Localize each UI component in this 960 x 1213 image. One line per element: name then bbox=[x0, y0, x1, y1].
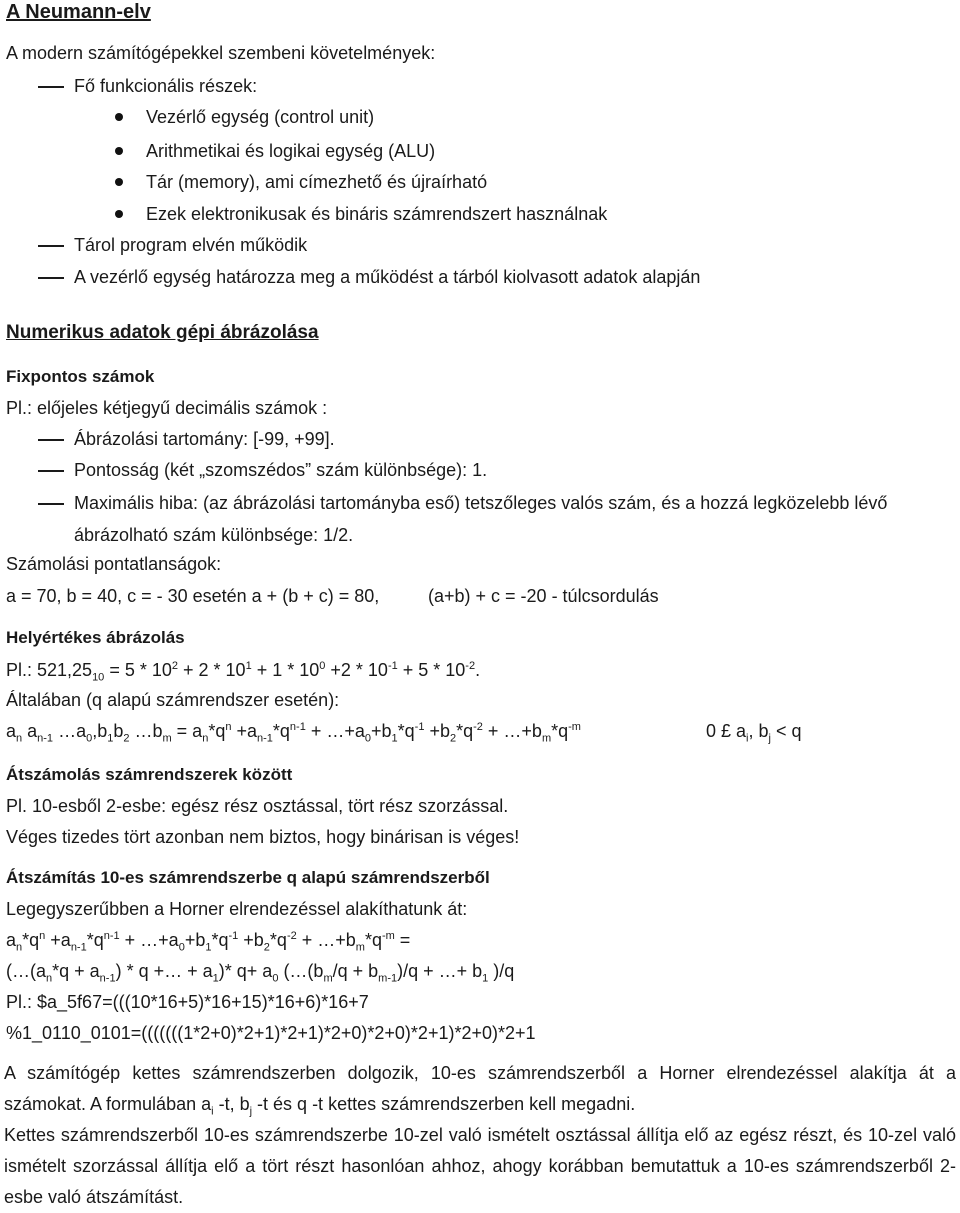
main-part-item: Ezek elektronikusak és bináris számrendszert használnak bbox=[146, 204, 608, 224]
conversion-heading: Átszámolás számrendszerek között bbox=[6, 765, 293, 784]
positional-formula: Pl.: $521,25_{10} = 5 * 10^2 + 2 * 10^1 + 1 * 10^0 +2 * 10^{-1} + 5 * 10^{-2}$. bbox=[6, 660, 481, 684]
conversion-text: Pl. 10-esből 2-esbe: egész rész osztással, tört rész szorzással. bbox=[6, 796, 509, 816]
horner-example: Pl.: $a_5f67=(((10*16+5)*16+15)*16+6)*16+7 bbox=[6, 992, 369, 1012]
paragraph: A számítógép kettes számrendszerben dolgozik, 10-es számrendszerből a Horner elrendezéssel alakítja át a számokat. A formulában $a_i$ -t, $b_j$ -t és q -t kettes számrendszerben kell megadni. bbox=[4, 1063, 956, 1118]
fixpoint-item: Pontosság (két „szomszédos” szám különbsége): 1. bbox=[74, 460, 488, 480]
paragraph-text: -t, b bbox=[213, 1094, 250, 1114]
paragraph-text: A számítógép kettes számrendszerben dolgozik, 10-es számrendszerből a Horner elrendezéssel alakítja át a számokat. A formulában a bbox=[4, 1063, 956, 1114]
page-title: A Neumann-elv bbox=[6, 1, 151, 23]
generally-label: Általában (q alapú számrendszer esetén): bbox=[6, 690, 340, 710]
calc-inaccuracy-label: Számolási pontatlanságok: bbox=[6, 554, 222, 574]
dash-bullet bbox=[38, 277, 64, 279]
fixpoint-item: Ábrázolási tartomány: [-99, +99]. bbox=[74, 429, 335, 449]
fixpoint-item: Maximális hiba: (az ábrázolási tartományba eső) tetszőleges valós szám, és a hozzá legközelebb lévő bbox=[74, 493, 888, 513]
horner-example: %1_0110_0101=(((((((1*2+0)*2+1)*2+1)*2+0)*2+0)*2+1)*2+0)*2+1 bbox=[6, 1023, 536, 1043]
principle-item: Tárol program elvén működik bbox=[74, 235, 308, 255]
requirements-intro: A modern számítógépekkel szembeni követelmények: bbox=[6, 43, 436, 63]
dash-bullet bbox=[38, 245, 64, 247]
horner-formula: $a_n*q^n +a_{n-1}*q^{n-1}$ + $\dots+a_0+b_1*q^{-1} +b_2*q^{-2}$ + $\dots+b_m*q^{-m}$ = bbox=[6, 930, 411, 954]
dash-bullet bbox=[38, 503, 64, 505]
dash-bullet bbox=[38, 86, 64, 88]
positional-example-prefix: Pl.: 521,25 bbox=[6, 660, 93, 680]
bullet-dot bbox=[115, 113, 123, 121]
horner-heading: Átszámítás 10-es számrendszerbe q alapú számrendszerből bbox=[6, 868, 490, 887]
fixpoint-example: Pl.: előjeles kétjegyű decimális számok : bbox=[6, 398, 328, 418]
main-part-item: Tár (memory), ami címezhető és újraírható bbox=[146, 172, 488, 192]
main-part-item: Arithmetikai és logikai egység (ALU) bbox=[146, 141, 436, 161]
digit-constraint: 0 £ $a_i$, $b_j < q$ bbox=[706, 721, 802, 745]
bullet-dot bbox=[115, 178, 123, 186]
bullet-dot bbox=[115, 147, 123, 155]
main-part-item: Vezérlő egység (control unit) bbox=[146, 107, 375, 127]
principle-item: A vezérlő egység határozza meg a működést a tárból kiolvasott adatok alapján bbox=[74, 267, 701, 287]
horner-nested-formula: ($\dots(a_n*q + a_{n-1}) * q$ +… + $a_1)*$ $q+ a_0$ ($\dots(b_m/q + b_{m-1})/q$ + …+ $b_1$ )/q bbox=[6, 961, 515, 985]
paragraph: Kettes számrendszerből 10-es számrendszerbe 10-zel való ismételt osztással állítja elő az egész részt, és 10-zel való ismételt szorzással állítja elő a tört részt hasonlóan ahhoz, ahogy korábban bemutattuk a 10-es számrendszerből 2-esbe való átszámítást. bbox=[4, 1125, 956, 1207]
calc-example-right: (a+b) + c = -20 - túlcsordulás bbox=[428, 586, 659, 606]
dash-bullet bbox=[38, 439, 64, 441]
general-formula: $a_n$ $a_{n-1}$ $\dots a_0,b_1b_2$ $\dots b_m = a_n*q^n +a_{n-1}*q^{n-1}$ + $\dots+a_0+b_1*q^{-1} +b_2*q^{-2}$ + $\dots+b_m*q^{-m}$ bbox=[6, 721, 581, 745]
fixpoint-heading: Fixpontos számok bbox=[6, 367, 155, 386]
paragraph-text: -t és q -t kettes számrendszerben kell megadni. bbox=[252, 1094, 636, 1114]
conversion-text: Véges tizedes tört azonban nem biztos, hogy binárisan is véges! bbox=[6, 827, 520, 847]
bullet-dot bbox=[115, 210, 123, 218]
positional-heading: Helyértékes ábrázolás bbox=[6, 628, 185, 647]
main-parts-label: Fő funkcionális részek: bbox=[74, 76, 258, 96]
calc-example-left: a = 70, b = 40, c = - 30 esetén a + (b + c) = 80, bbox=[6, 586, 380, 606]
fixpoint-item-continued: ábrázolható szám különbsége: 1/2. bbox=[74, 525, 354, 545]
horner-intro: Legegyszerűbben a Horner elrendezéssel alakíthatunk át: bbox=[6, 899, 468, 919]
dash-bullet bbox=[38, 470, 64, 472]
section-heading-numeric: Numerikus adatok gépi ábrázolása bbox=[6, 322, 319, 343]
